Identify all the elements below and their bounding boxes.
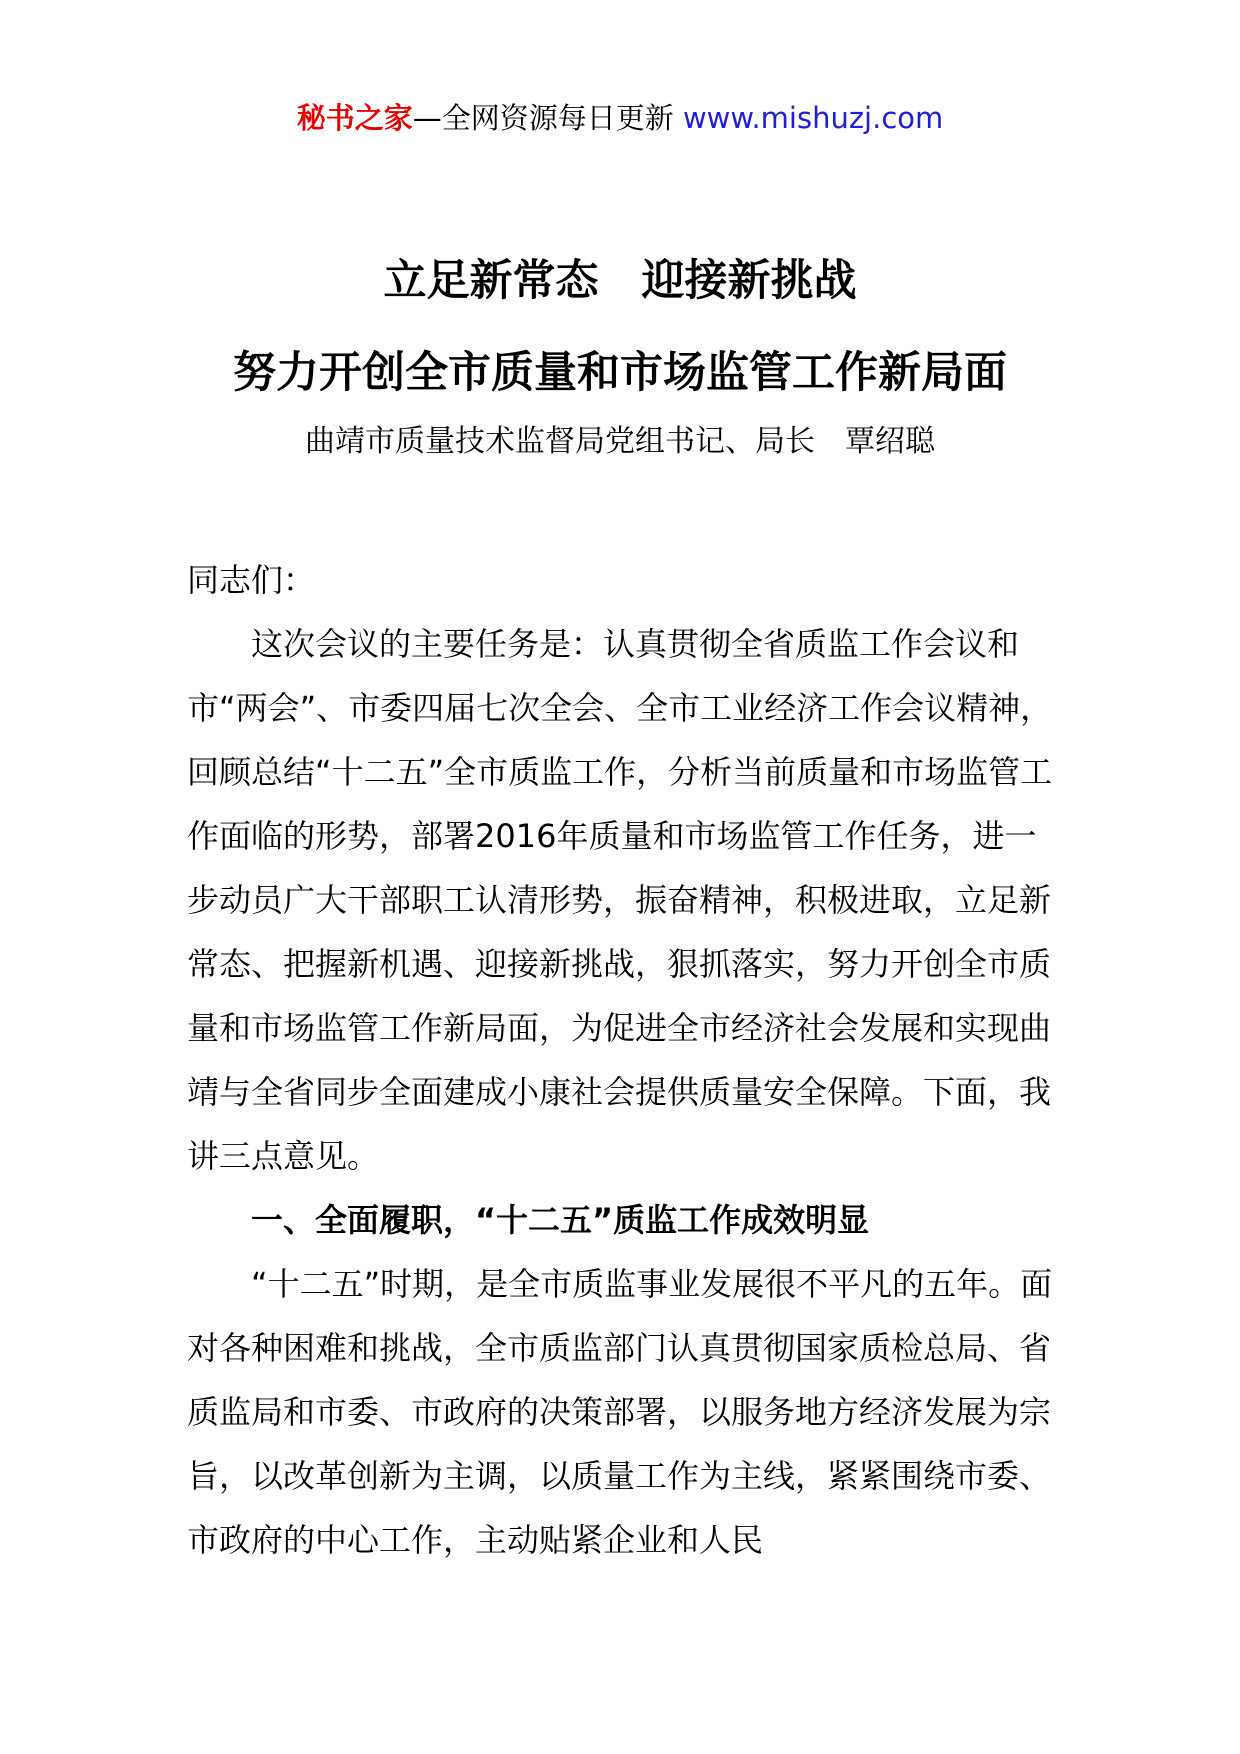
section-heading-1: 一、全面履职，“十二五”质监工作成效明显 — [251, 1201, 870, 1239]
site-url-link[interactable]: www.mishuzj.com — [682, 101, 944, 135]
salutation: 同志们： — [187, 561, 316, 599]
document-title-line-1: 立足新常态 迎接新挑战 — [383, 256, 857, 306]
document-title-line-2: 努力开创全市质量和市场监管工作新局面 — [233, 348, 1007, 398]
site-brand: 秘书之家 — [296, 101, 413, 135]
document-author: 曲靖市质量技术监督局党组书记、局长 覃绍聪 — [305, 424, 935, 459]
document-body — [187, 548, 1067, 1572]
paragraph-intro: 这次会议的主要任务是：认真贯彻全省质监工作会议和市“两会”、市委四届七次全会、全市工业经济工作会议精神，回顾总结“十二五”全市质监工作，分析当前质量和市场监管工作面临的形势，部署2016年质量和市场监管工作任务，进一步动员广大干部职工认清形势，振奋精神，积极进取，立足新常态、把握新机遇、迎接新挑战，狠抓落实，努力开创全市质量和市场监管工作新局面，为促进全市经济社会发展和实现曲靖与全省同步全面建成小康社会提供质量安全保障。下面，我讲三点意见。 — [187, 625, 1053, 1175]
site-header — [0, 98, 1240, 138]
paragraph-section-1: “十二五”时期，是全市质监事业发展很不平凡的五年。面对各种困难和挑战，全市质监部门认真贯彻国家质检总局、省质监局和市委、市政府的决策部署，以服务地方经济发展为宗旨，以改革创新为主调，以质量工作为主线，紧紧围绕市委、市政府的中心工作，主动贴紧企业和人民 — [187, 1265, 1053, 1559]
site-tagline: —全网资源每日更新 — [412, 101, 674, 135]
